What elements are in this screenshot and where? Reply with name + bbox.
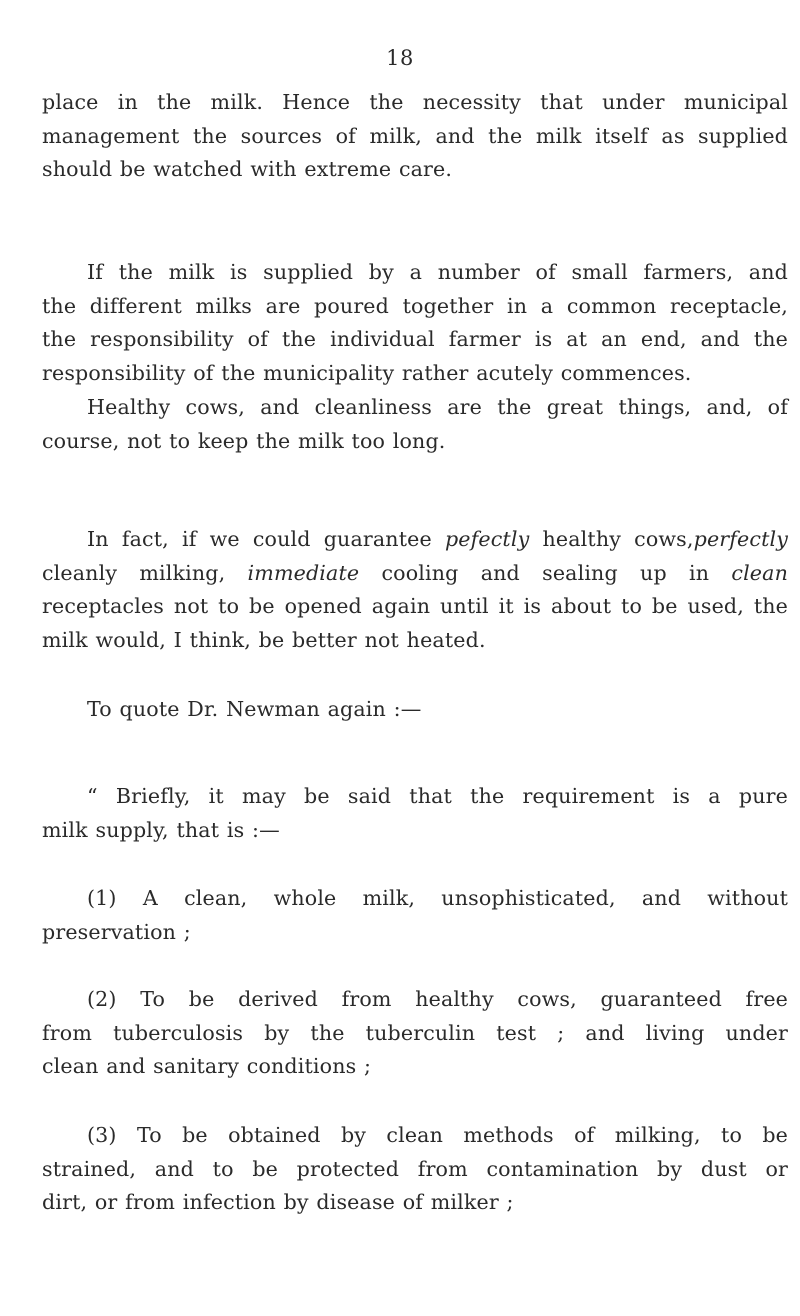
text-line: clean and sanitary conditions ; (42, 1054, 372, 1078)
text-run: In fact, if we could guarantee (87, 527, 445, 551)
italic-text: pefectly (444, 527, 530, 551)
paragraph-8 (42, 983, 788, 1084)
text-line: (1) A clean, whole milk, unsophisticated, and without (87, 886, 788, 910)
text-line: management the sources of milk, and the milk itself as supplied (42, 123, 788, 148)
text-line: milk would, I think, be better not heated. (42, 627, 486, 652)
italic-text: immediate (247, 560, 360, 585)
text-line: (2) To be derived from healthy cows, guaranteed free (87, 987, 788, 1011)
text-line: should be watched with extreme care. (42, 157, 453, 181)
text-run: cooling and sealing up in (359, 560, 732, 585)
text-line: dirt, or from infection by disease of milker ; (42, 1190, 514, 1214)
page-number: 18 (386, 46, 414, 70)
paragraph-6 (42, 780, 788, 847)
text-line: preservation ; (42, 919, 191, 944)
text-line: milk supply, that is :— (42, 817, 280, 842)
text-line (42, 557, 788, 591)
paragraph-1 (42, 86, 788, 187)
paragraph-5 (42, 693, 788, 727)
paragraph-3 (42, 391, 788, 458)
paragraph-2 (42, 256, 788, 390)
text-line (42, 523, 788, 557)
paragraph-7 (42, 882, 788, 949)
text-line: responsibility of the municipality rather acutely commences. (42, 360, 692, 385)
text-line: course, not to keep the milk too long. (42, 428, 446, 453)
text-line: the different milks are poured together in a common receptacle, (42, 293, 788, 318)
paragraph-9 (42, 1119, 788, 1220)
italic-text: perfectly (693, 527, 789, 551)
paragraph-4 (42, 523, 788, 657)
text-run: healthy cows, (529, 527, 694, 551)
text-line: the responsibility of the individual farmer is at an end, and the (42, 327, 788, 351)
text-line: strained, and to be protected from contamination by dust or (42, 1156, 788, 1181)
text-line: To quote Dr. Newman again :— (87, 697, 422, 721)
text-line: receptacles not to be opened again until it is about to be used, the (42, 594, 788, 618)
text-line: Healthy cows, and cleanliness are the great things, and, of (87, 395, 788, 419)
text-line: from tuberculosis by the tuberculin test ; and living under (42, 1020, 788, 1045)
text-run: cleanly milking, (42, 560, 248, 585)
italic-text: clean (731, 560, 788, 585)
text-line: place in the milk. Hence the necessity that under municipal (42, 90, 788, 114)
text-line: “ Briefly, it may be said that the requirement is a pure (87, 784, 788, 808)
text-line: If the milk is supplied by a number of small farmers, and (87, 260, 788, 284)
text-line: (3) To be obtained by clean methods of milking, to be (87, 1123, 788, 1147)
